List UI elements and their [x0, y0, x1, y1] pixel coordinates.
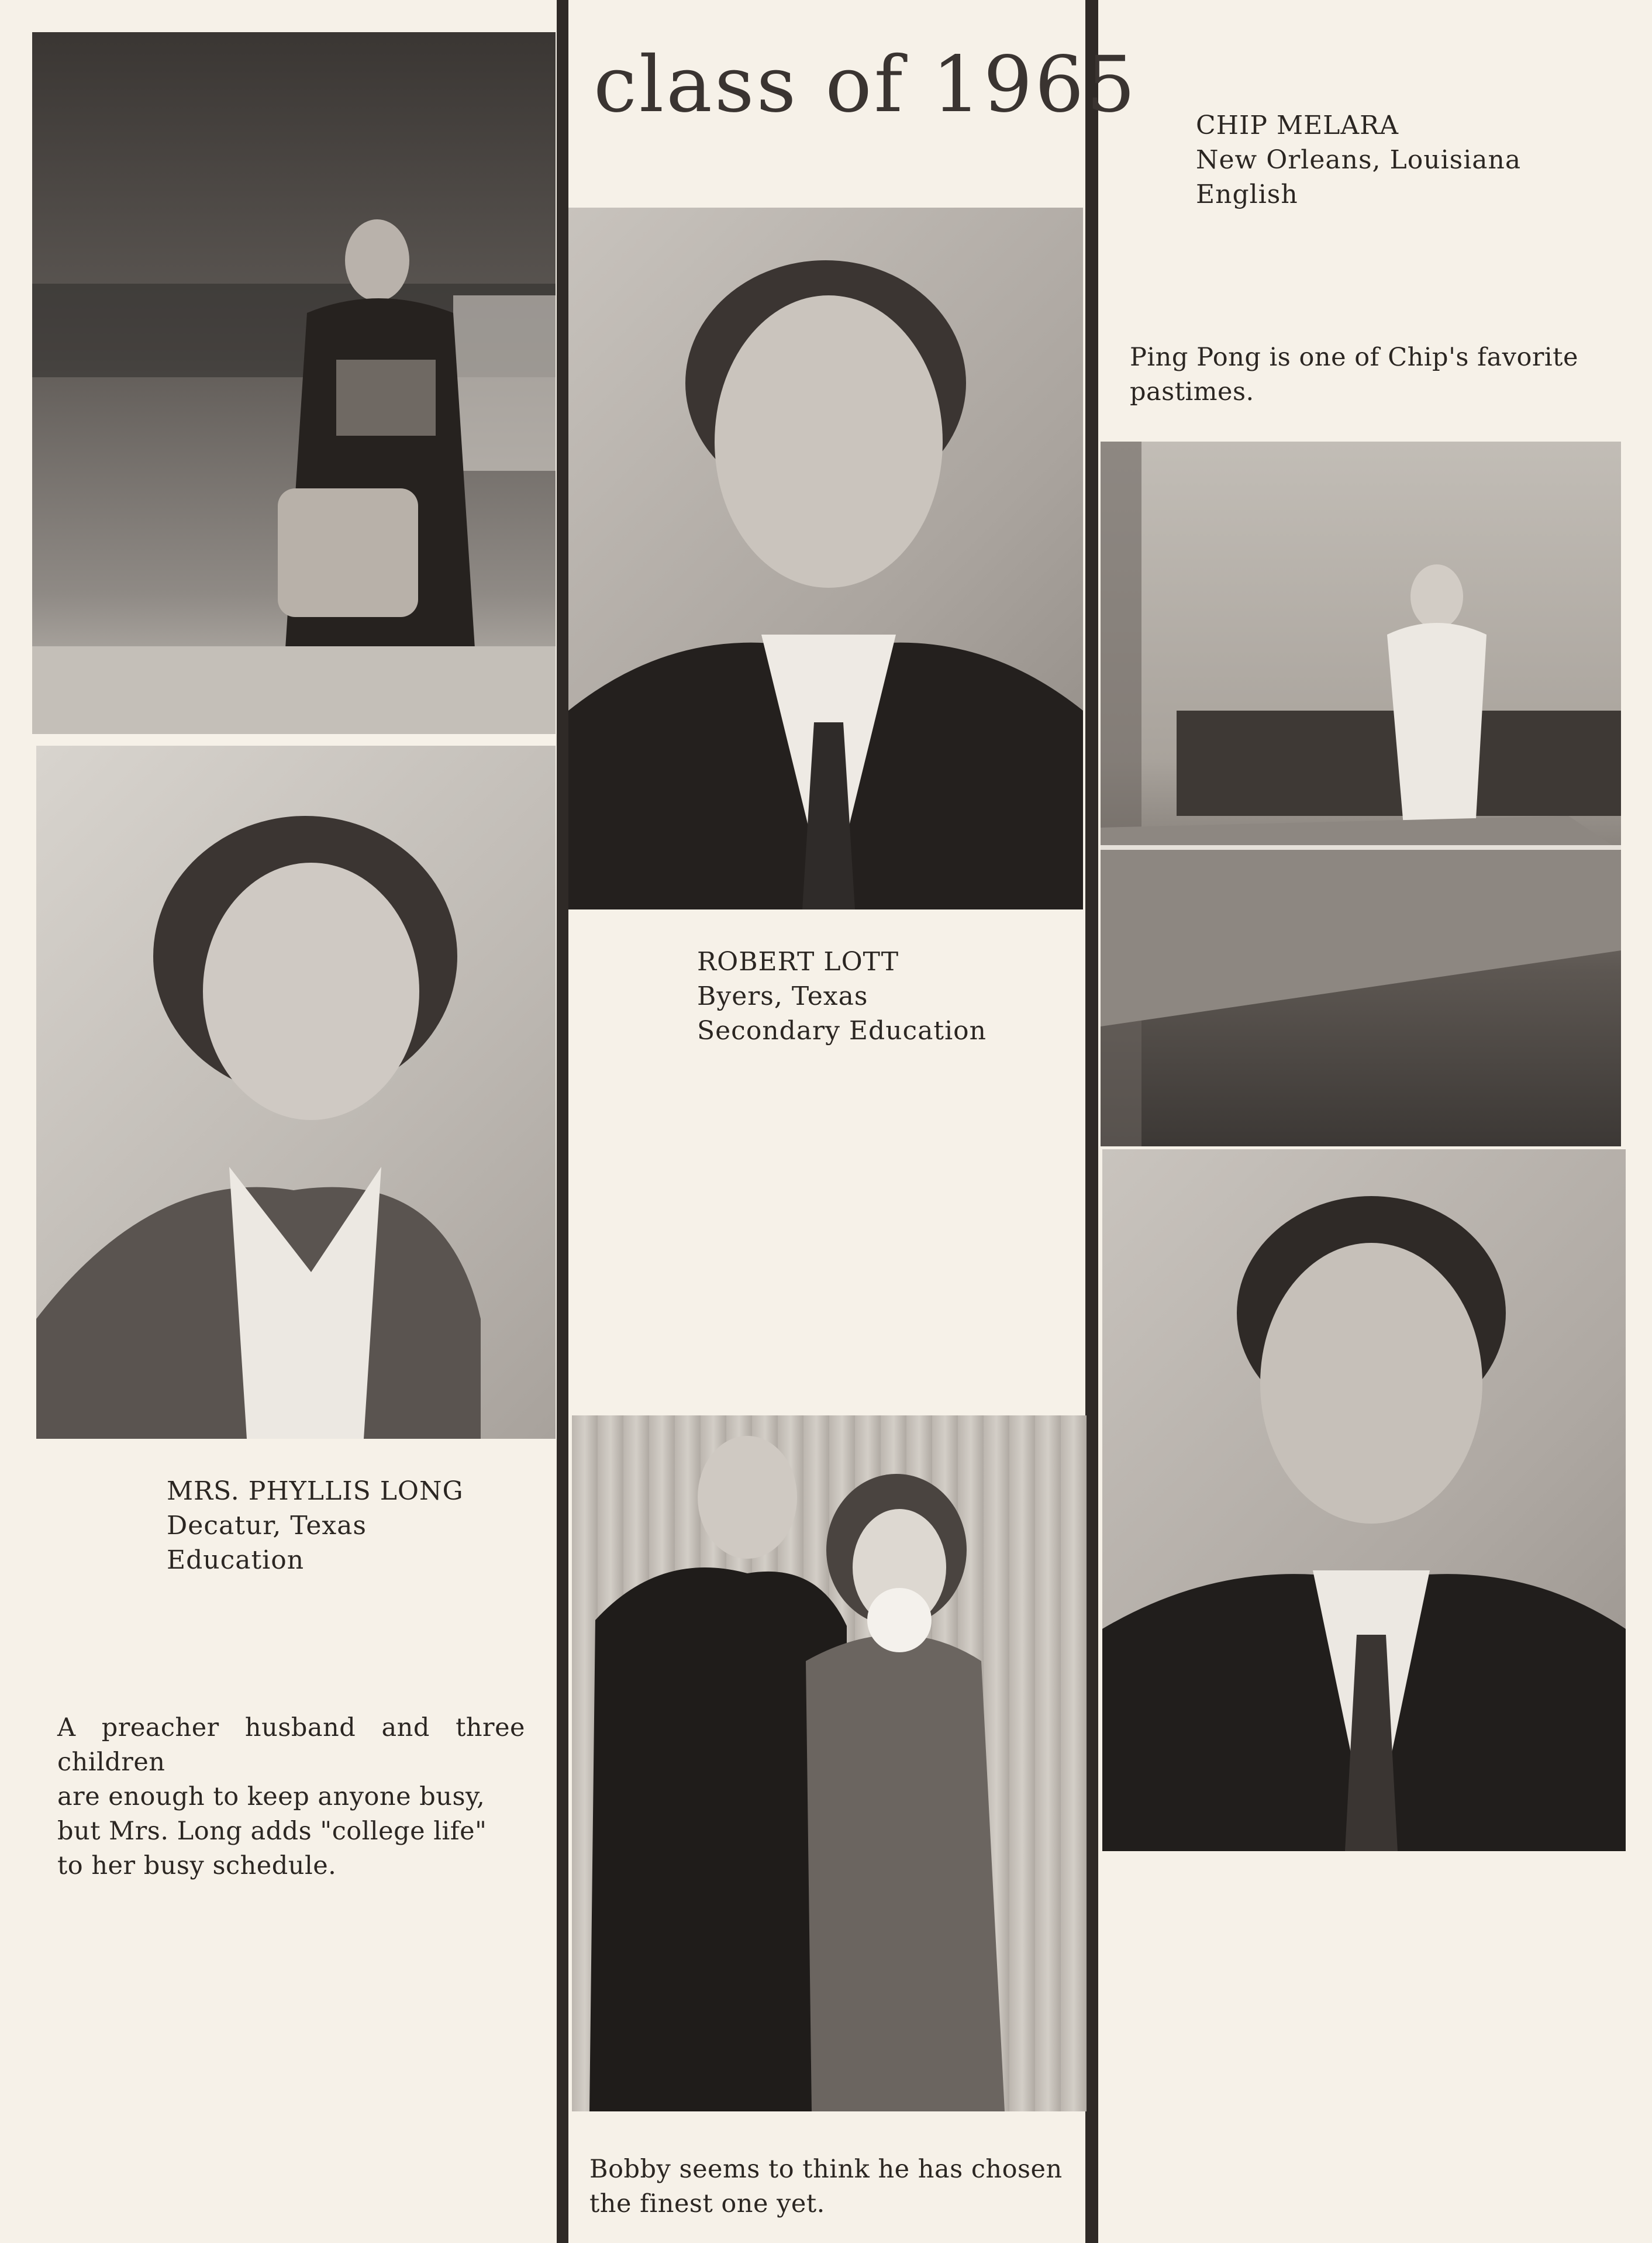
portrait-figure [1102, 1149, 1626, 1851]
caption-line: A preacher husband and three children [57, 1713, 525, 1777]
couple-figures [572, 1415, 1087, 2111]
profile-major: Education [167, 1545, 305, 1575]
caption-line: but Mrs. Long adds "college life" [57, 1817, 487, 1846]
profile-long [167, 1474, 464, 1577]
profile-major: Secondary Education [697, 1016, 987, 1046]
profile-melara [1196, 108, 1521, 212]
page-title: class of 1965 [594, 40, 1138, 130]
caption-line: Bobby seems to think he has chosen [589, 2155, 1063, 2184]
portrait-robert-lott [568, 208, 1083, 909]
candid-photo-long-walking [32, 32, 556, 734]
portrait-figure [568, 208, 1083, 909]
column-divider-right [1085, 0, 1098, 2243]
portrait-chip-melara [1102, 1149, 1626, 1851]
candid-photo-couple [572, 1415, 1087, 2111]
profile-name: CHIP MELARA [1196, 111, 1399, 140]
caption-lott [589, 2152, 1075, 2221]
caption-line: are enough to keep anyone busy, [57, 1782, 485, 1811]
caption-line: the finest one yet. [589, 2189, 825, 2218]
profile-major: English [1196, 180, 1298, 209]
candid-photo-ping-pong [1101, 442, 1621, 1146]
portrait-figure [36, 746, 556, 1439]
profile-name: ROBERT LOTT [697, 947, 899, 977]
caption-line: pastimes. [1130, 377, 1254, 406]
profile-lott [697, 945, 987, 1048]
profile-name: MRS. PHYLLIS LONG [167, 1476, 464, 1506]
profile-hometown: Byers, Texas [697, 981, 868, 1011]
profile-hometown: New Orleans, Louisiana [1196, 145, 1522, 175]
caption-long [57, 1711, 525, 1883]
woman-with-handbag-figure [32, 32, 556, 734]
profile-hometown: Decatur, Texas [167, 1511, 367, 1541]
portrait-phyllis-long [36, 746, 556, 1439]
column-divider-left [557, 0, 568, 2243]
caption-line: to her busy schedule. [57, 1851, 337, 1880]
ping-pong-table-scene [1101, 442, 1621, 1146]
caption-melara [1130, 340, 1609, 409]
caption-line: Ping Pong is one of Chip's favorite [1130, 343, 1578, 372]
